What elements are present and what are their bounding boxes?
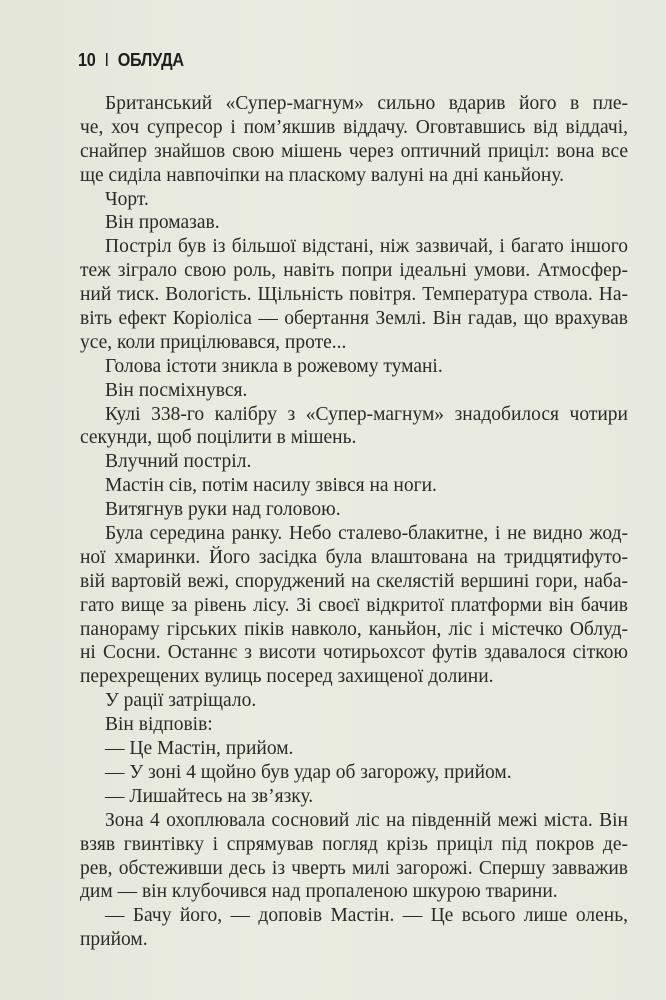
paragraph: [80, 211, 628, 235]
text-line: Постріл був із більшої відстані, ніж зазвичай, і багато іншого: [105, 236, 628, 258]
text-line: че, хоч супресор і пом’якшив віддачу. Оговтавшись від віддачі,: [80, 116, 628, 138]
paragraph: [80, 761, 628, 785]
page-number: 10: [78, 50, 96, 70]
text-line: Чорт.: [105, 188, 149, 210]
text-line: Зона 4 охоплювала сосновий ліс на південній межі міста. Він: [105, 809, 628, 831]
text-line: усе, коли прицілювався, проте...: [80, 331, 347, 353]
text-line: гато вище за рівень лісу. Зі своєї відкритої платформи він бачив: [80, 594, 628, 616]
paragraph: [80, 904, 628, 952]
running-header: [78, 50, 184, 71]
text-line: вій вартовій вежі, споруджений на скелястій вершині гори, наба-: [80, 570, 628, 592]
paragraph: [80, 737, 628, 761]
text-line: панораму гірських піків навколо, каньйон, ліс і містечко Облуд-: [80, 618, 628, 640]
text-line: Кулі 338-го калібру з «Супер-магнум» знадобилося чотири: [105, 403, 628, 425]
text-line: взяв гвинтівку і спрямував погляд крізь приціл під покров де-: [80, 833, 628, 855]
paragraph: [80, 235, 628, 354]
text-line: ще сиділа навпочіпки на пласкому валуні на дні каньйону.: [80, 164, 564, 186]
text-line: Він промазав.: [105, 212, 220, 234]
paragraph: [80, 713, 628, 737]
text-line: Британський «Супер-магнум» сильно вдарив його в пле-: [105, 93, 628, 114]
text-line: секунди, щоб поцілити в мішень.: [80, 427, 357, 449]
paragraph: [80, 403, 628, 451]
text-line: ний тиск. Вологість. Щільність повітря. Температура ствола. На-: [80, 284, 628, 306]
text-line: — Бачу його, — доповів Мастін. — Це всього лише олень,: [105, 905, 628, 927]
text-line: Голова істоти зникла в рожевому тумані.: [105, 355, 443, 377]
text-line: рев, обстеживши десь із чверть милі загорожі. Спершу завважив: [80, 857, 628, 879]
text-line: ні Сосни. Останнє з висоти чотирьохсот футів здавалося сіткою: [80, 642, 628, 664]
text-line: віть ефект Коріоліса — обертання Землі. Він гадав, що врахував: [80, 308, 628, 330]
text-line: Мастін сів, потім насилу звівся на ноги.: [105, 475, 437, 497]
text-line: Витягнув руки над головою.: [105, 499, 341, 521]
paragraph: [80, 522, 628, 689]
text-line: прийом.: [80, 929, 148, 951]
text-line: дим — він клубочився над пропаленою шкурою тварини.: [80, 881, 558, 903]
text-line: Влучний постріл.: [105, 451, 252, 473]
text-line: — Лишайтесь на зв’язку.: [105, 785, 314, 807]
body-text: [80, 92, 628, 952]
text-line: Він посміхнувся.: [105, 379, 248, 401]
paragraph: [80, 355, 628, 379]
text-line: У рації затріщало.: [105, 690, 257, 712]
paragraph: [80, 188, 628, 212]
paragraph: [80, 809, 628, 905]
text-line: ної хмаринки. Його засідка була влаштована на тридцятифуто-: [80, 546, 628, 568]
text-line: перехрещених вулиць посеред захищеної долини.: [80, 666, 494, 688]
text-line: — Це Мастін, прийом.: [105, 738, 294, 760]
paragraph: [80, 92, 628, 188]
text-line: — У зоні 4 щойно був удар об загорожу, прийом.: [105, 761, 512, 783]
paragraph: [80, 785, 628, 809]
text-line: теж зіграло свою роль, навіть попри ідеальні умови. Атмосфер-: [80, 260, 628, 282]
book-title: ОБЛУДА: [117, 50, 184, 70]
paragraph: [80, 379, 628, 403]
text-line: Він відповів:: [105, 714, 213, 736]
text-line: Була середина ранку. Небо сталево-блакитне, і не видно жод-: [105, 523, 628, 545]
paragraph: [80, 498, 628, 522]
paragraph: [80, 450, 628, 474]
text-line: снайпер знайшов свою мішень через оптичний приціл: вона все: [80, 140, 628, 162]
paragraph: [80, 689, 628, 713]
header-separator: I: [104, 50, 109, 70]
paragraph: [80, 474, 628, 498]
